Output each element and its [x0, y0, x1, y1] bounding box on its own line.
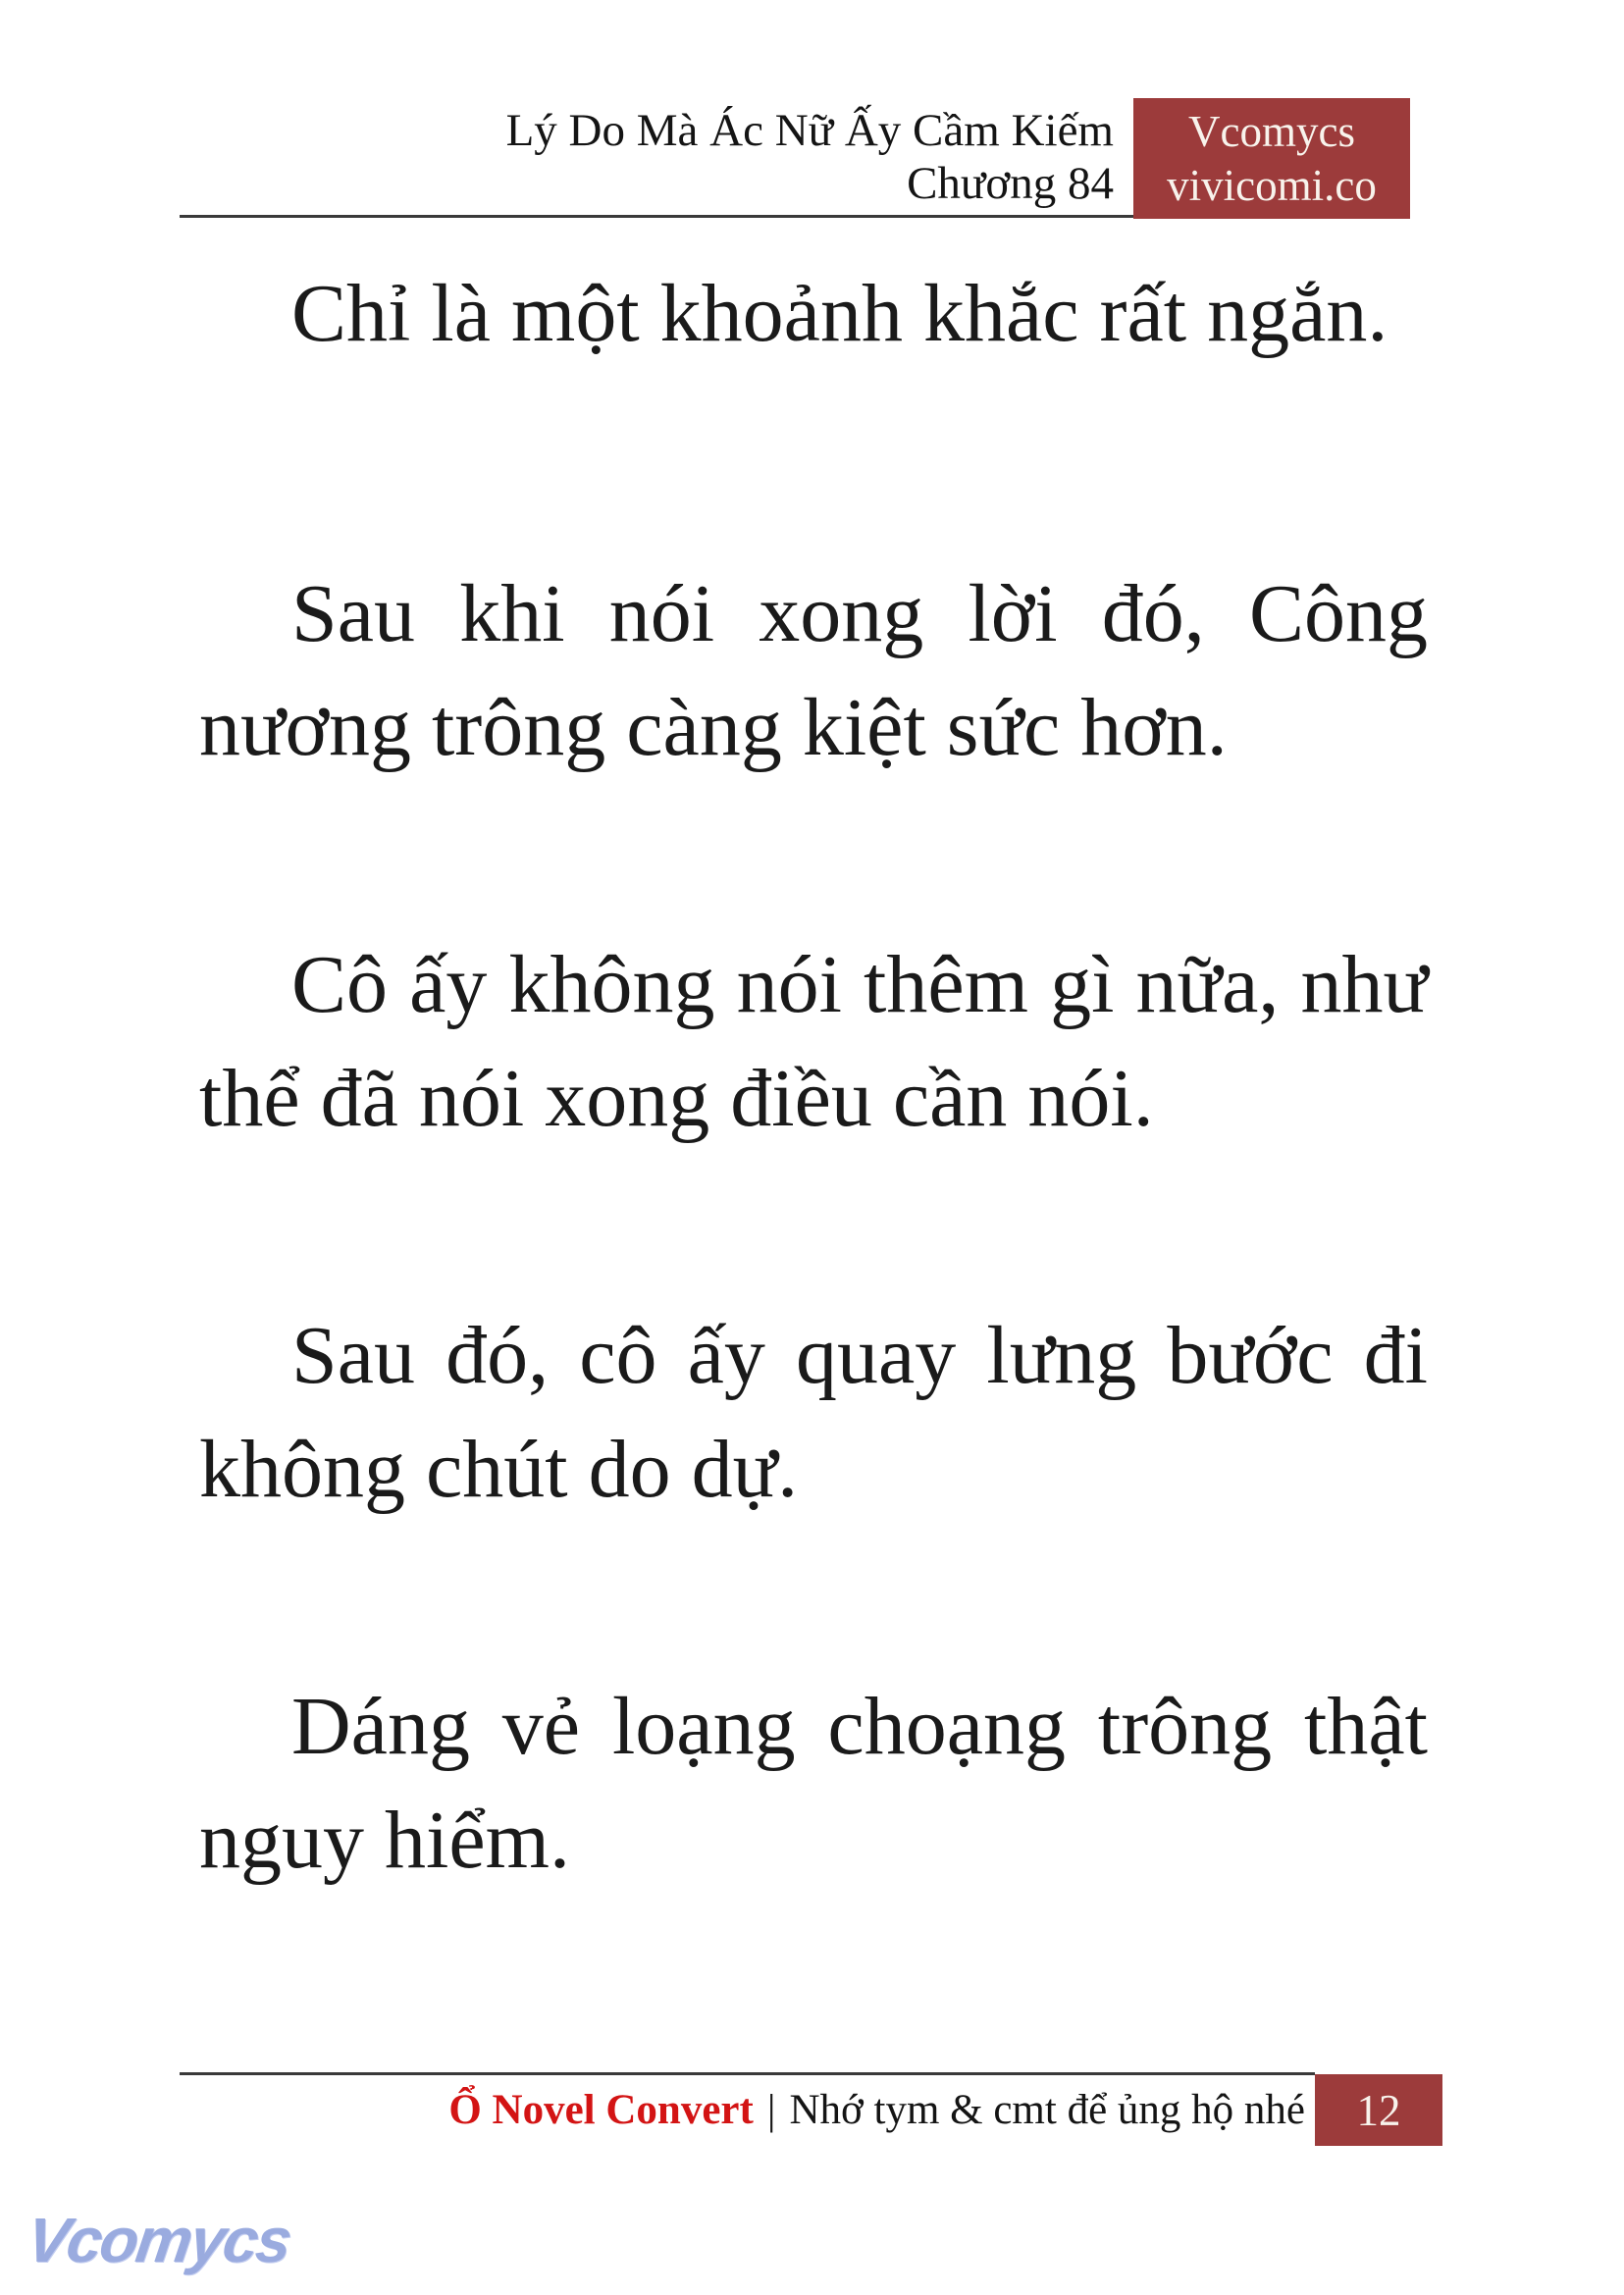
site-domain: vivicomi.co: [1167, 160, 1377, 210]
text-line: không chút do dự.: [199, 1424, 799, 1515]
chapter-text: [199, 257, 1428, 2041]
paragraph: [199, 1670, 1428, 1898]
paragraph: [199, 928, 1428, 1156]
text-line: Chỉ là một khoảnh khắc rất ngắn.: [291, 268, 1388, 359]
text-line: Dáng vẻ loạng choạng trông thật: [291, 1681, 1428, 1772]
vcomycs-logo: Vcomycs: [22, 2205, 295, 2275]
text-line: Sau đó, cô ấy quay lưng bước đi: [291, 1310, 1428, 1401]
text-line: Sau khi nói xong lời đó, Công: [291, 568, 1428, 659]
paragraph: [199, 257, 1428, 371]
text-line: nguy hiểm.: [199, 1795, 570, 1886]
page-number-badge: [1315, 2074, 1442, 2146]
paragraph: [199, 1299, 1428, 1527]
site-name: Vcomycs: [1188, 106, 1355, 156]
text-line: nương trông càng kiệt sức hơn.: [199, 682, 1228, 773]
site-badge: [1133, 98, 1410, 219]
chapter-header: [506, 104, 1114, 210]
series-title: Lý Do Mà Ác Nữ Ấy Cầm Kiếm: [505, 105, 1114, 156]
footer-note: Nhớ tym & cmt để ủng hộ nhé: [789, 2087, 1305, 2133]
footer-credit: [448, 2081, 1305, 2140]
translator-group: Ổ Novel Convert: [448, 2087, 754, 2133]
paragraph: [199, 557, 1428, 785]
text-line: thể đã nói xong điều cần nói.: [199, 1053, 1154, 1144]
footer-separator: |: [766, 2087, 776, 2133]
chapter-number: Chương 84: [907, 158, 1114, 209]
footer-divider: [180, 2072, 1315, 2075]
page-number: 12: [1356, 2085, 1401, 2135]
text-line: Cô ấy không nói thêm gì nữa, như: [291, 939, 1428, 1030]
